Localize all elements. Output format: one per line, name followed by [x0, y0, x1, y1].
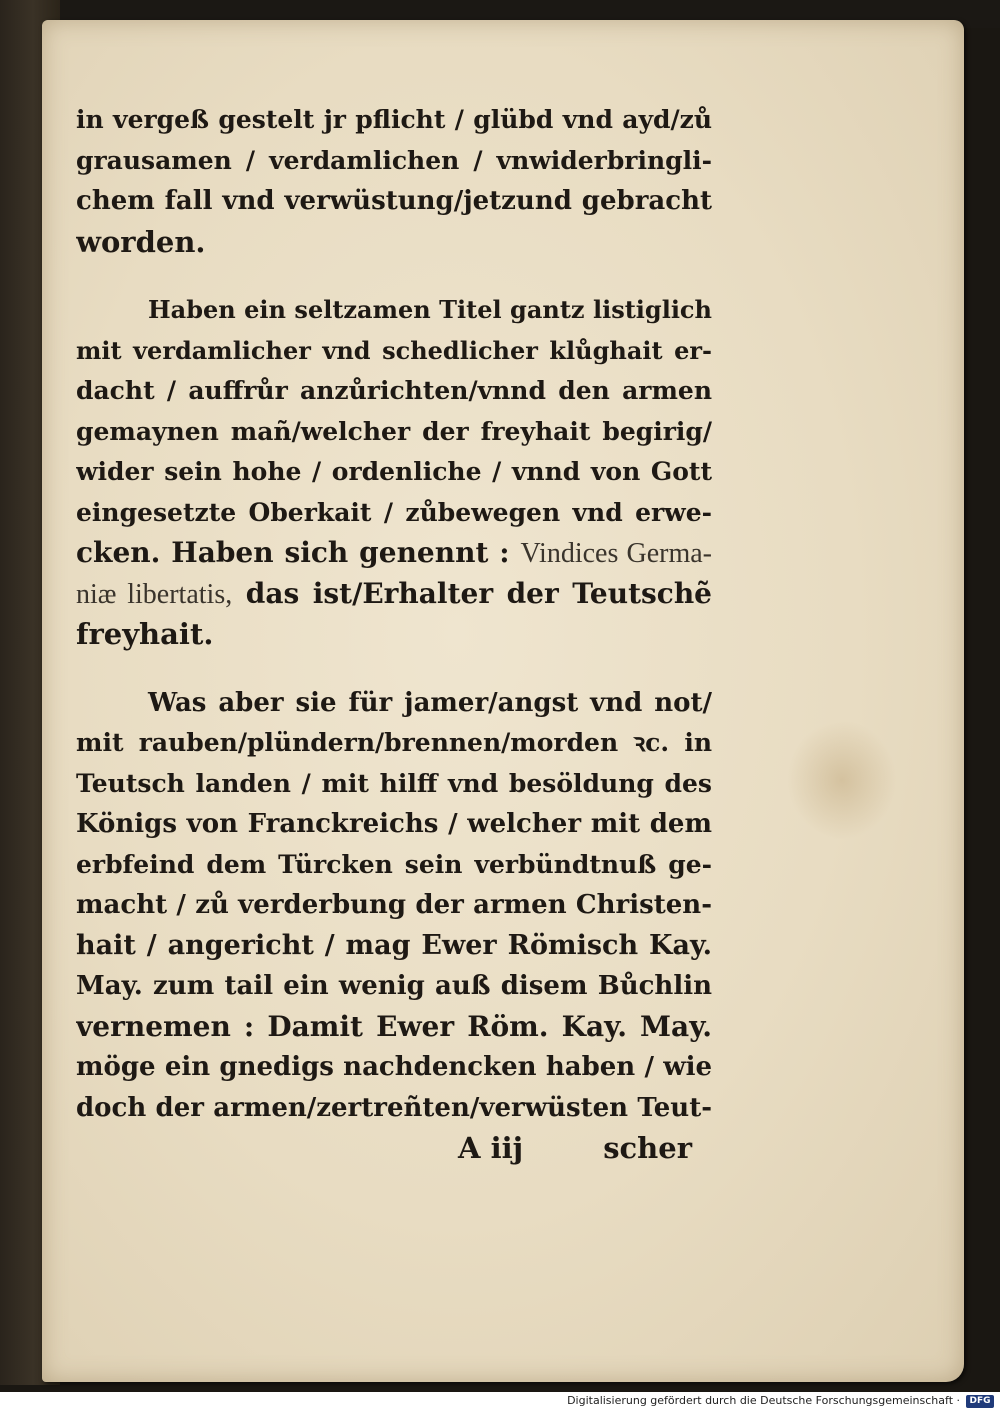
- text-line: Was aber sie für jamer/angst vnd not/: [148, 687, 712, 718]
- text-line: vernemen : Damit Ewer Röm. Kay. May.: [76, 1009, 712, 1043]
- text-line: hait / angericht / mag Ewer Römisch Kay.: [76, 929, 712, 961]
- text-line: May. zum tail ein wenig auß disem Bůchlin: [76, 971, 712, 1001]
- dfg-logo-icon: DFG: [966, 1395, 994, 1408]
- text-line: [76, 533, 712, 574]
- text-line: macht / zů verderbung der armen Christen-: [76, 890, 712, 920]
- roman-text: niæ libertatis,: [76, 578, 233, 610]
- page-footer-line: [76, 1128, 712, 1169]
- text-line: doch der armen/zertreñten/verwüsten Teut-: [76, 1092, 712, 1123]
- text-line: gemaynen mañ/welcher der freyhait begirig/: [76, 416, 712, 446]
- text-line: möge ein gnedigs nachdencken haben / wie: [76, 1052, 712, 1082]
- text-line: Haben ein seltzamen Titel gantz listiglich: [148, 295, 712, 324]
- text-line: worden.: [76, 224, 206, 259]
- page-stain: [787, 720, 897, 840]
- fraktur-text: cken. Haben sich genennt :: [76, 536, 510, 569]
- text-line: wider sein hohe / ordenliche / vnnd von Gott: [76, 457, 712, 486]
- text-line: chem fall vnd verwüstung/jetzund gebracht: [76, 186, 712, 216]
- text-line: mit rauben/plündern/brennen/morden ꝛc. in: [76, 728, 712, 757]
- catchword: scher: [603, 1131, 692, 1165]
- funding-notice: Digitalisierung gefördert durch die Deutsche Forschungsgemeinschaft ·: [567, 1394, 960, 1407]
- text-line: [76, 574, 712, 615]
- text-line: freyhait.: [76, 617, 214, 651]
- roman-text: Vindices Germa-: [520, 538, 712, 569]
- text-line: in vergeß gestelt jr pflicht / glübd vnd ayd/zů: [76, 105, 712, 134]
- text-line: mit verdamlicher vnd schedlicher klůghait er-: [76, 335, 712, 365]
- text-line: eingesetzte Oberkait / zůbewegen vnd erwe-: [76, 497, 712, 527]
- page-text: [76, 100, 712, 1169]
- text-line: grausamen / verdamlichen / vnwiderbringli-: [76, 145, 712, 175]
- text-line: Königs von Franckreichs / welcher mit dem: [76, 809, 712, 839]
- fraktur-text: das ist/Erhalter der Teutschẽ: [245, 576, 712, 610]
- text-line: Teutsch landen / mit hilff vnd besöldung des: [76, 768, 712, 798]
- text-line: erbfeind dem Türcken sein verbündtnuß ge-: [76, 849, 712, 879]
- text-line: dacht / auffrůr anzůrichten/vnnd den armen: [76, 376, 712, 405]
- signature-mark: A iij: [458, 1131, 524, 1165]
